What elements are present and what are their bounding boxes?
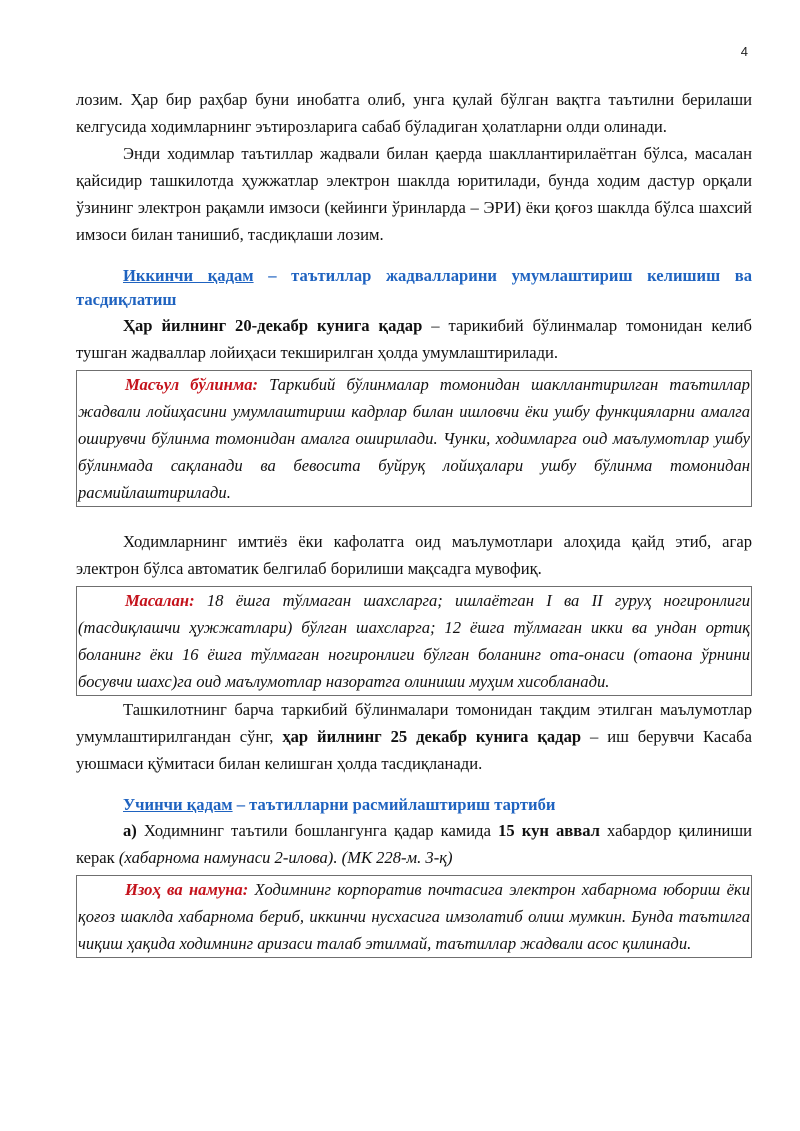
responsible-unit-text (78, 371, 750, 506)
page-number: 4 (740, 44, 748, 59)
step-two-heading (76, 264, 752, 312)
responsible-unit-label: Масъул бўлинма: (125, 375, 259, 394)
paragraph-intro-continuation: лозим. Ҳар бир раҳбар буни инобатга олиб, унга қулай бўлган вақтга таътилни берилаши келгусида ходимларнинг эътирозларига сабаб бўладиган ҳолатларни олди олинади. (76, 90, 752, 136)
note-sample-text (78, 876, 750, 957)
example-box (76, 586, 752, 696)
deadline-15-days: 15 кун аввал (498, 821, 600, 840)
notice-reference: (хабарнома намунаси 2-илова). (МК 228-м. 3-қ) (118, 848, 453, 867)
step-three-label: Учинчи қадам (123, 795, 233, 814)
paragraph-dec20-text: – тарикибий бўлинмалар томонидан келиб тушган жадваллар лойиҳаси текширилган ҳолда умумлаштирилади. (76, 316, 752, 362)
note-sample-label: Изоҳ ва намуна: (125, 880, 249, 899)
paragraph-dec25-lead: Ташкилотнинг барча таркибий бўлинмалари томонидан тақдим этилган маълумотлар умумлаштирилгандан сўнг, (76, 700, 752, 746)
paragraph-notice (76, 817, 752, 871)
item-a-label: а) (123, 821, 137, 840)
paragraph-dec25-tail: – иш берувчи Касаба уюшмаси қўмитаси билан келишган ҳолда тасдиқланади. (76, 727, 752, 773)
deadline-dec25: ҳар йилнинг 25 декабр кунига қадар (282, 727, 582, 746)
note-sample-body: Ходимнинг корпоратив почтасига электрон хабарнома юбориш ёки қоғоз шаклда хабарнома бериб, иккинчи нусхасига имзолатиб олиш мумкин. Бунда таътилга чиқиш ҳақида ходимнинг аризаси талаб этилмай, таътиллар жадвали асос қилинади. (78, 880, 750, 953)
paragraph-dec20 (76, 312, 752, 366)
deadline-dec20: Ҳар йилнинг 20-декабр кунига қадар (123, 316, 423, 335)
note-sample-box (76, 875, 752, 958)
paragraph-benefits: Ходимларнинг имтиёз ёки кафолатга оид маълумотлари алоҳида қайд этиб, агар электрон бўлса автоматик белгилаб борилиши мақсадга мувофиқ. (76, 532, 752, 578)
example-label: Масалан: (125, 591, 195, 610)
paragraph-schedule-familiarization: Энди ходимлар таътиллар жадвали билан қаерда шакллантирилаётган бўлса, масалан қайсидир ташкилотда ҳужжатлар электрон шаклда юритилади, бунда ходим дастур орқали ўзининг электрон рақамли имзоси (кейинги ўринларда – ЭРИ) ёки қоғоз шаклда бўлса шахсий имзоси билан танишиб, тасдиқлаши лозим. (76, 144, 752, 244)
responsible-unit-body: Таркибий бўлинмалар томонидан шакллантирилган таътиллар жадвали лойиҳасини умумлаштириш кадрлар билан ишловчи ёки ушбу функцияларни амалга оширувчи бўлинма томонидан амалга оширилади. Чунки, ходимларга оид маълумотлар ушбу бўлинмада сақланади ва бевосита буйруқ лойиҳалари ушбу бўлинма томонидан расмийлаштирилади. (78, 375, 750, 502)
paragraph-notice-mid: хабардор қилиниши керак (76, 821, 752, 867)
step-two-title: – таътиллар жадвалларини умумлаштириш келишиш ва тасдиқлатиш (76, 266, 752, 309)
paragraph-dec25 (76, 696, 752, 777)
step-two-label: Иккинчи қадам (123, 266, 254, 285)
step-three-heading (76, 793, 752, 817)
example-body: 18 ёшга тўлмаган шахсларга; ишлаётган I ва II гуруҳ ногиронлиги (тасдиқлашчи ҳужжатлари) бўлган шахсларга; 12 ёшга тўлмаган икки ва ундан ортиқ боланинг ёки 16 ёшга тўлмаган ногиронлиги бўлган боланинг ота-онаси (отаона ўрнини босувчи шахс)га оид маълумотлар назоратга олиниши муҳим хисобланади. (78, 591, 750, 691)
page-content (76, 86, 752, 958)
responsible-unit-box (76, 370, 752, 507)
paragraph-notice-lead: Ходимнинг таътили бошлангунга қадар камида (136, 821, 499, 840)
step-three-title: – таътилларни расмийлаштириш тартиби (232, 795, 556, 814)
example-text (78, 587, 750, 695)
